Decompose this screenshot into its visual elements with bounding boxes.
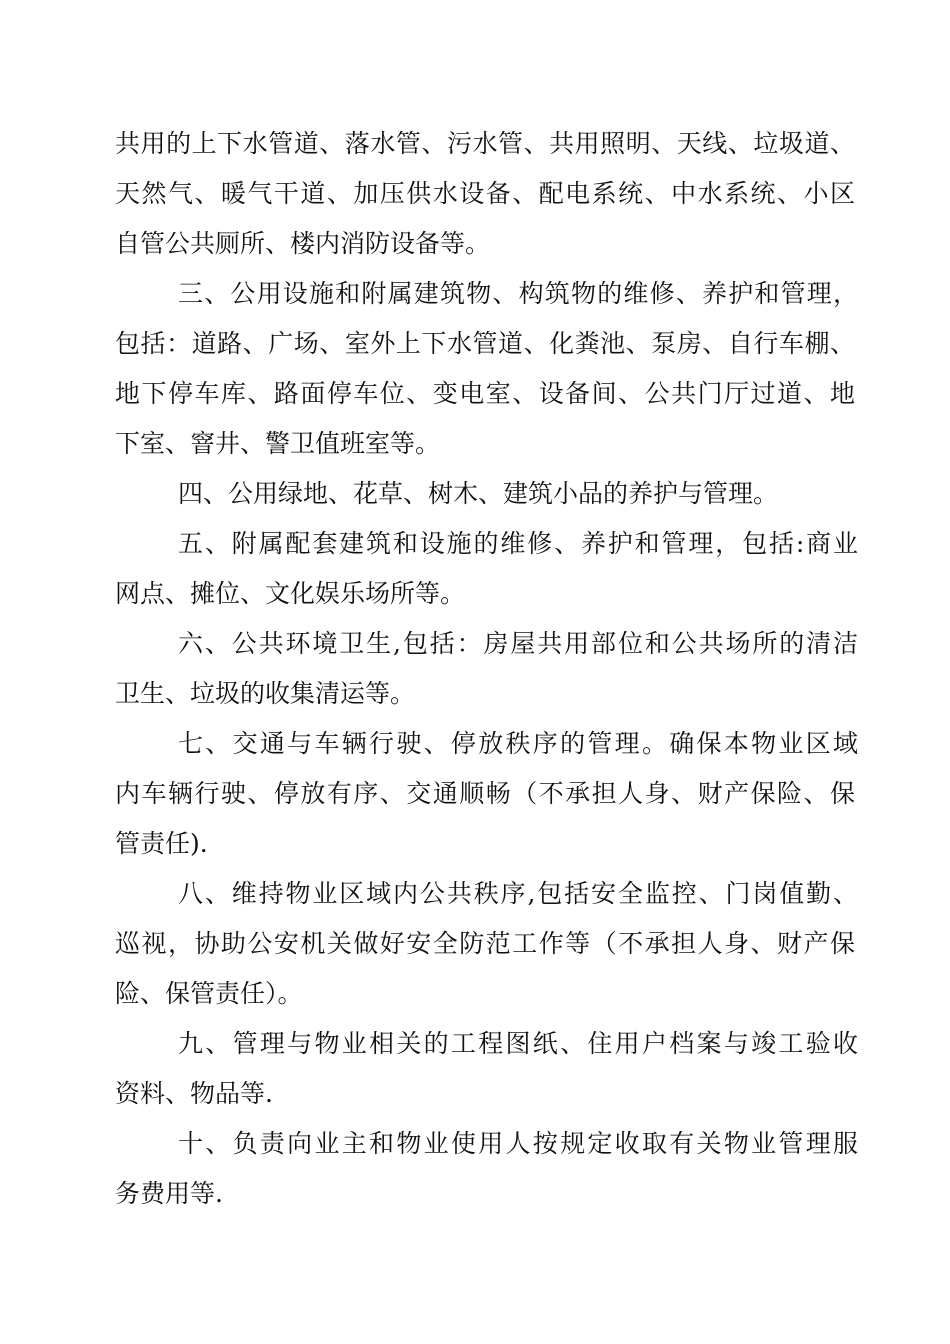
paragraph-start-line: 六、公共环境卫生,包括：房屋共用部位和公共场所的清洁 <box>178 629 858 658</box>
text-line: 巡视，协助公安机关做好安全防范工作等（不承担人身、财产保 <box>115 929 855 958</box>
paragraph-start-line: 五、附属配套建筑和设施的维修、养护和管理，包括:商业 <box>178 529 858 558</box>
text-line: 资料、物品等. <box>115 1079 273 1108</box>
text-line: 管责任). <box>115 829 208 858</box>
text-line: 内车辆行驶、停放有序、交通顺畅（不承担人身、财产保险、保 <box>115 779 855 808</box>
text-line: 卫生、垃圾的收集清运等。 <box>115 679 416 708</box>
text-line: 务费用等. <box>115 1179 223 1208</box>
paragraph-start-line: 九、管理与物业相关的工程图纸、住用户档案与竣工验收 <box>178 1029 858 1058</box>
text-line: 下室、窨井、警卫值班室等。 <box>115 429 441 458</box>
text-line: 险、保管责任）。 <box>115 979 303 1008</box>
text-line: 包括：道路、广场、室外上下水管道、化粪池、泵房、自行车棚、 <box>115 329 855 358</box>
paragraph-start-line: 三、公用设施和附属建筑物、构筑物的维修、养护和管理， <box>178 279 858 308</box>
text-line: 天然气、暖气干道、加压供水设备、配电系统、中水系统、小区 <box>115 179 855 208</box>
paragraph-start-line: 八、维持物业区域内公共秩序,包括安全监控、门岗值勤、 <box>178 879 858 908</box>
paragraph-start-line: 十、负责向业主和物业使用人按规定收取有关物业管理服 <box>178 1129 858 1158</box>
text-line: 自管公共厕所、楼内消防设备等。 <box>115 229 491 258</box>
paragraph-start-line: 四、公用绿地、花草、树木、建筑小品的养护与管理。 <box>178 479 779 508</box>
text-line: 共用的上下水管道、落水管、污水管、共用照明、天线、垃圾道、 <box>115 129 855 158</box>
text-line: 网点、摊位、文化娱乐场所等。 <box>115 579 466 608</box>
paragraph-start-line: 七、交通与车辆行驶、停放秩序的管理。确保本物业区域 <box>178 729 858 758</box>
text-line: 地下停车库、路面停车位、变电室、设备间、公共门厅过道、地 <box>115 379 855 408</box>
